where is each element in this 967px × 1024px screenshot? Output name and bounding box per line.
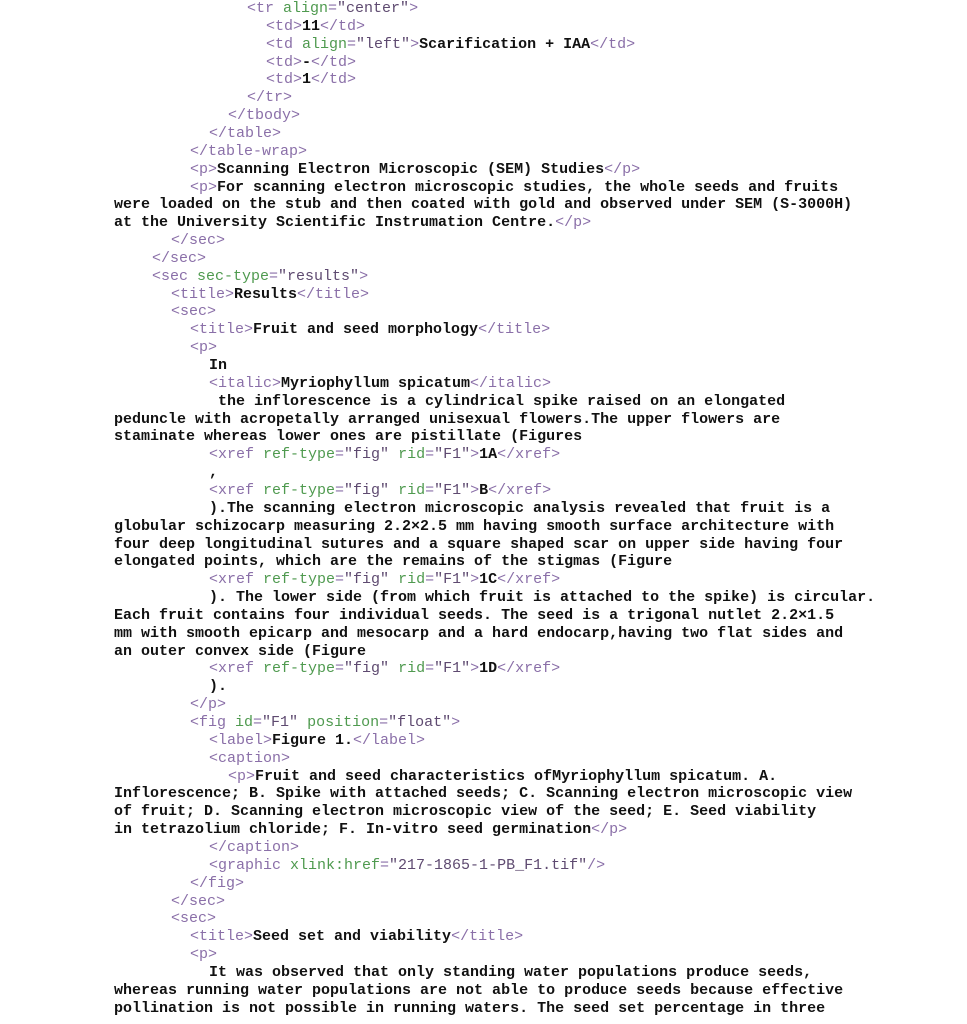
xml-text-content: four deep longitudinal sutures and a square shaped scar on upper side having four bbox=[114, 535, 844, 553]
xml-tag: </table> bbox=[209, 124, 282, 142]
xml-text-content: 1D bbox=[479, 660, 498, 678]
xml-code-line bbox=[266, 36, 635, 54]
xml-tag: </caption> bbox=[209, 838, 300, 856]
xml-code-line bbox=[152, 250, 206, 268]
xml-text-content: , bbox=[209, 464, 219, 482]
xml-text-content: Fruit and seed characteristics ofMyriophyllum spicatum. A. bbox=[255, 767, 778, 785]
xml-code-line bbox=[209, 571, 560, 589]
xml-tag: <p> bbox=[190, 178, 218, 196]
xml-text-content: the inflorescence is a cylindrical spike raised on an elongated bbox=[209, 392, 786, 410]
xml-attribute-value: "results" bbox=[278, 267, 360, 285]
xml-tag: > bbox=[470, 571, 480, 589]
xml-tag: = bbox=[335, 571, 345, 589]
xml-code-line bbox=[209, 750, 290, 768]
xml-tag: <caption> bbox=[209, 749, 291, 767]
xml-tag: <tr bbox=[247, 0, 284, 17]
xml-text-content: For scanning electron microscopic studies, the whole seeds and fruits bbox=[217, 178, 839, 196]
xml-code-line bbox=[152, 268, 368, 286]
xml-text-content: of fruit; D. Scanning electron microscopic view of the seed; E. Seed viability bbox=[114, 803, 817, 821]
xml-code-line bbox=[114, 982, 843, 1000]
xml-text-content: - bbox=[302, 53, 312, 71]
xml-tag: </p> bbox=[190, 696, 227, 714]
xml-code-line bbox=[114, 214, 591, 232]
xml-tag: <td> bbox=[266, 71, 303, 89]
xml-code-line bbox=[190, 696, 226, 714]
xml-code-line bbox=[209, 964, 812, 982]
xml-tag: </p> bbox=[604, 160, 641, 178]
xml-tag: <graphic bbox=[209, 856, 291, 874]
xml-tag bbox=[389, 571, 398, 588]
xml-tag: <td bbox=[266, 35, 303, 53]
xml-text-content: whereas running water populations are not able to produce seeds because effective bbox=[114, 981, 844, 999]
xml-tag: <italic> bbox=[209, 374, 282, 392]
xml-code-line bbox=[114, 553, 672, 571]
xml-tag: </td> bbox=[320, 17, 366, 35]
xml-code-line bbox=[209, 678, 227, 696]
xml-code-line bbox=[190, 179, 838, 197]
xml-attribute-value: "fig" bbox=[344, 481, 390, 499]
xml-tag: <p> bbox=[190, 160, 218, 178]
xml-tag: </xref> bbox=[497, 571, 561, 589]
xml-tag: </sec> bbox=[152, 249, 207, 267]
xml-tag: = bbox=[425, 446, 435, 464]
xml-text-content: 11 bbox=[302, 17, 321, 35]
xml-code-line bbox=[114, 625, 843, 643]
xml-attribute-name: sec-type bbox=[197, 267, 270, 285]
xml-code-line bbox=[209, 393, 785, 411]
xml-text-content: Myriophyllum spicatum bbox=[281, 374, 471, 392]
xml-code-line bbox=[114, 536, 843, 554]
xml-attribute-value: "F1" bbox=[434, 481, 471, 499]
xml-code-line bbox=[171, 910, 216, 928]
xml-tag: > bbox=[359, 267, 369, 285]
xml-code-line bbox=[209, 446, 560, 464]
xml-code-line bbox=[171, 286, 369, 304]
xml-code-line bbox=[209, 839, 299, 857]
xml-text-content: pollination is not possible in running waters. The seed set percentage in three bbox=[114, 999, 826, 1017]
xml-code-line bbox=[114, 821, 627, 839]
xml-code-line bbox=[114, 411, 780, 429]
xml-code-line bbox=[266, 71, 356, 89]
xml-code-line bbox=[247, 0, 418, 18]
xml-code-line bbox=[209, 375, 551, 393]
xml-code-line bbox=[114, 607, 834, 625]
xml-tag: <sec> bbox=[171, 910, 217, 928]
xml-code-line bbox=[209, 464, 218, 482]
xml-tag: <label> bbox=[209, 731, 273, 749]
xml-text-content: Fruit and seed morphology bbox=[253, 321, 479, 339]
xml-tag: = bbox=[379, 714, 389, 731]
xml-tag: </title> bbox=[478, 321, 551, 339]
xml-tag: <fig bbox=[190, 714, 236, 731]
xml-tag: > bbox=[470, 481, 480, 499]
xml-code-line bbox=[190, 946, 217, 964]
xml-tag: <xref bbox=[209, 481, 264, 499]
xml-tag: </p> bbox=[555, 214, 592, 232]
xml-tag: = bbox=[253, 714, 263, 731]
xml-tag: </sec> bbox=[171, 232, 226, 250]
xml-code-line bbox=[114, 643, 366, 661]
xml-tag: = bbox=[335, 660, 345, 678]
xml-code-line bbox=[114, 428, 582, 446]
xml-tag: = bbox=[269, 267, 279, 285]
xml-attribute-name: ref-type bbox=[263, 481, 336, 499]
xml-tag: </td> bbox=[311, 71, 357, 89]
xml-code-line bbox=[171, 232, 225, 250]
xml-text-content: Scanning Electron Microscopic (SEM) Studies bbox=[217, 160, 605, 178]
xml-tag: </td> bbox=[311, 53, 357, 71]
xml-attribute-name: rid bbox=[398, 660, 426, 678]
xml-attribute-value: "float" bbox=[388, 714, 452, 731]
xml-tag: <p> bbox=[190, 946, 218, 964]
xml-attribute-value: "F1" bbox=[434, 446, 471, 464]
xml-attribute-value: "F1" bbox=[434, 571, 471, 589]
xml-tag: = bbox=[425, 481, 435, 499]
xml-attribute-value: "217-1865-1-PB_F1.tif" bbox=[389, 856, 588, 874]
xml-attribute-name: rid bbox=[398, 571, 426, 589]
xml-tag: </p> bbox=[591, 821, 628, 839]
xml-code-line bbox=[209, 857, 605, 875]
xml-tag: <xref bbox=[209, 571, 264, 589]
xml-code-line bbox=[190, 714, 460, 732]
xml-attribute-name: rid bbox=[398, 481, 426, 499]
xml-tag: <p> bbox=[190, 339, 218, 357]
xml-code-line bbox=[209, 660, 560, 678]
xml-text-content: elongated points, which are the remains of the stigmas (Figure bbox=[114, 553, 673, 571]
xml-code-line bbox=[190, 143, 307, 161]
xml-attribute-value: "F1" bbox=[262, 714, 299, 731]
xml-tag: = bbox=[347, 35, 357, 53]
xml-tag: > bbox=[470, 446, 480, 464]
xml-code-line bbox=[190, 321, 550, 339]
xml-attribute-value: "fig" bbox=[344, 446, 390, 464]
xml-attribute-name: align bbox=[283, 0, 329, 17]
xml-tag: <xref bbox=[209, 660, 264, 678]
xml-code-line bbox=[114, 803, 816, 821]
xml-tag: </xref> bbox=[497, 660, 561, 678]
xml-code-line bbox=[209, 500, 830, 518]
xml-code-line bbox=[190, 875, 244, 893]
xml-code-line bbox=[190, 161, 640, 179]
xml-code-line bbox=[114, 785, 852, 803]
xml-tag: > bbox=[470, 660, 480, 678]
xml-text-content: 1C bbox=[479, 571, 498, 589]
xml-tag: </italic> bbox=[470, 374, 552, 392]
xml-text-content: mm with smooth epicarp and mesocarp and a hard endocarp,having two flat sides and bbox=[114, 624, 844, 642]
xml-tag: </td> bbox=[590, 35, 636, 53]
xml-text-content: 1A bbox=[479, 446, 498, 464]
xml-tag bbox=[298, 714, 307, 731]
xml-text-content: In bbox=[209, 357, 228, 374]
xml-tag: <td> bbox=[266, 17, 303, 35]
xml-tag: </label> bbox=[353, 731, 426, 749]
xml-text-content: Scarification + IAA bbox=[419, 35, 591, 53]
xml-code-line bbox=[209, 482, 551, 500]
xml-tag: </table-wrap> bbox=[190, 142, 308, 160]
xml-tag: </tr> bbox=[247, 89, 293, 107]
xml-tag: <td> bbox=[266, 53, 303, 71]
xml-tag: = bbox=[335, 446, 345, 464]
xml-code-line bbox=[114, 518, 834, 536]
xml-tag: = bbox=[328, 0, 338, 17]
xml-tag: /> bbox=[587, 856, 606, 874]
xml-attribute-name: rid bbox=[398, 446, 426, 464]
xml-tag: </xref> bbox=[497, 446, 561, 464]
xml-attribute-name: ref-type bbox=[263, 660, 336, 678]
xml-text-content: ). bbox=[209, 678, 228, 696]
xml-text-content: globular schizocarp measuring 2.2×2.5 mm having smooth surface architecture with bbox=[114, 517, 835, 535]
xml-text-content: Seed set and viability bbox=[253, 928, 452, 946]
xml-tag: <title> bbox=[171, 285, 235, 303]
xml-tag: = bbox=[425, 571, 435, 589]
xml-code-line bbox=[209, 732, 425, 750]
xml-text-content: ). The lower side (from which fruit is attached to the spike) is circular. bbox=[209, 589, 876, 607]
xml-code-line bbox=[228, 768, 777, 786]
xml-tag: </fig> bbox=[190, 874, 245, 892]
xml-tag: > bbox=[451, 714, 461, 731]
xml-text-content: Each fruit contains four individual seeds. The seed is a trigonal nutlet 2.2×1.5 bbox=[114, 606, 835, 624]
xml-tag: = bbox=[335, 481, 345, 499]
xml-code-line bbox=[209, 357, 227, 375]
xml-tag: <sec> bbox=[171, 303, 217, 321]
xml-attribute-name: xlink:href bbox=[290, 856, 381, 874]
xml-tag bbox=[389, 660, 398, 677]
xml-code-line bbox=[209, 125, 281, 143]
xml-text-content: an outer convex side (Figure bbox=[114, 642, 367, 660]
xml-code-line bbox=[190, 339, 217, 357]
xml-tag: <xref bbox=[209, 446, 264, 464]
xml-code-line bbox=[266, 18, 365, 36]
xml-code-line bbox=[114, 196, 852, 214]
xml-tag: </title> bbox=[451, 928, 524, 946]
xml-text-content: 1 bbox=[302, 71, 312, 89]
xml-text-content: peduncle with acropetally arranged unisexual flowers.The upper flowers are bbox=[114, 410, 781, 428]
xml-text-content: ).The scanning electron microscopic analysis revealed that fruit is a bbox=[209, 499, 831, 517]
xml-attribute-value: "fig" bbox=[344, 660, 390, 678]
xml-tag: </title> bbox=[297, 285, 370, 303]
xml-tag bbox=[389, 482, 398, 499]
xml-tag: = bbox=[380, 856, 390, 874]
xml-text-content: were loaded on the stub and then coated with gold and observed under SEM (S-3000H) bbox=[114, 196, 853, 214]
xml-code-line bbox=[114, 1000, 825, 1018]
xml-text-content: It was observed that only standing water populations produce seeds, bbox=[209, 963, 813, 981]
xml-attribute-value: "fig" bbox=[344, 571, 390, 589]
xml-attribute-name: position bbox=[307, 714, 380, 731]
xml-code-line bbox=[247, 89, 292, 107]
xml-tag: </sec> bbox=[171, 892, 226, 910]
xml-text-content: staminate whereas lower ones are pistillate (Figures bbox=[114, 428, 583, 446]
xml-attribute-name: ref-type bbox=[263, 571, 336, 589]
xml-text-content: in tetrazolium chloride; F. In-vitro seed germination bbox=[114, 821, 592, 839]
xml-code-line bbox=[266, 54, 356, 72]
xml-code-line bbox=[190, 928, 523, 946]
xml-tag: </tbody> bbox=[228, 107, 301, 125]
xml-attribute-name: id bbox=[235, 714, 254, 731]
xml-tag: <title> bbox=[190, 321, 254, 339]
xml-tag: </xref> bbox=[488, 481, 552, 499]
xml-text-content: at the University Scientific Instrumation Centre. bbox=[114, 214, 556, 232]
xml-tag: <sec bbox=[152, 267, 198, 285]
xml-tag: > bbox=[410, 35, 420, 53]
xml-attribute-value: "center" bbox=[337, 0, 410, 17]
xml-tag: = bbox=[425, 660, 435, 678]
xml-attribute-name: ref-type bbox=[263, 446, 336, 464]
xml-text-content: B bbox=[479, 481, 489, 499]
xml-tag: > bbox=[409, 0, 419, 17]
xml-text-content: Results bbox=[234, 285, 298, 303]
xml-attribute-value: "left" bbox=[356, 35, 411, 53]
xml-code-line bbox=[209, 589, 875, 607]
xml-attribute-value: "F1" bbox=[434, 660, 471, 678]
xml-code-line bbox=[228, 107, 300, 125]
xml-tag: <title> bbox=[190, 928, 254, 946]
xml-attribute-name: align bbox=[302, 35, 348, 53]
xml-tag bbox=[389, 446, 398, 463]
xml-code-line bbox=[171, 303, 216, 321]
xml-text-content: Figure 1. bbox=[272, 731, 354, 749]
xml-code-line bbox=[171, 893, 225, 911]
xml-text-content: Inflorescence; B. Spike with attached seeds; C. Scanning electron microscopic view bbox=[114, 785, 853, 803]
xml-tag: <p> bbox=[228, 767, 256, 785]
